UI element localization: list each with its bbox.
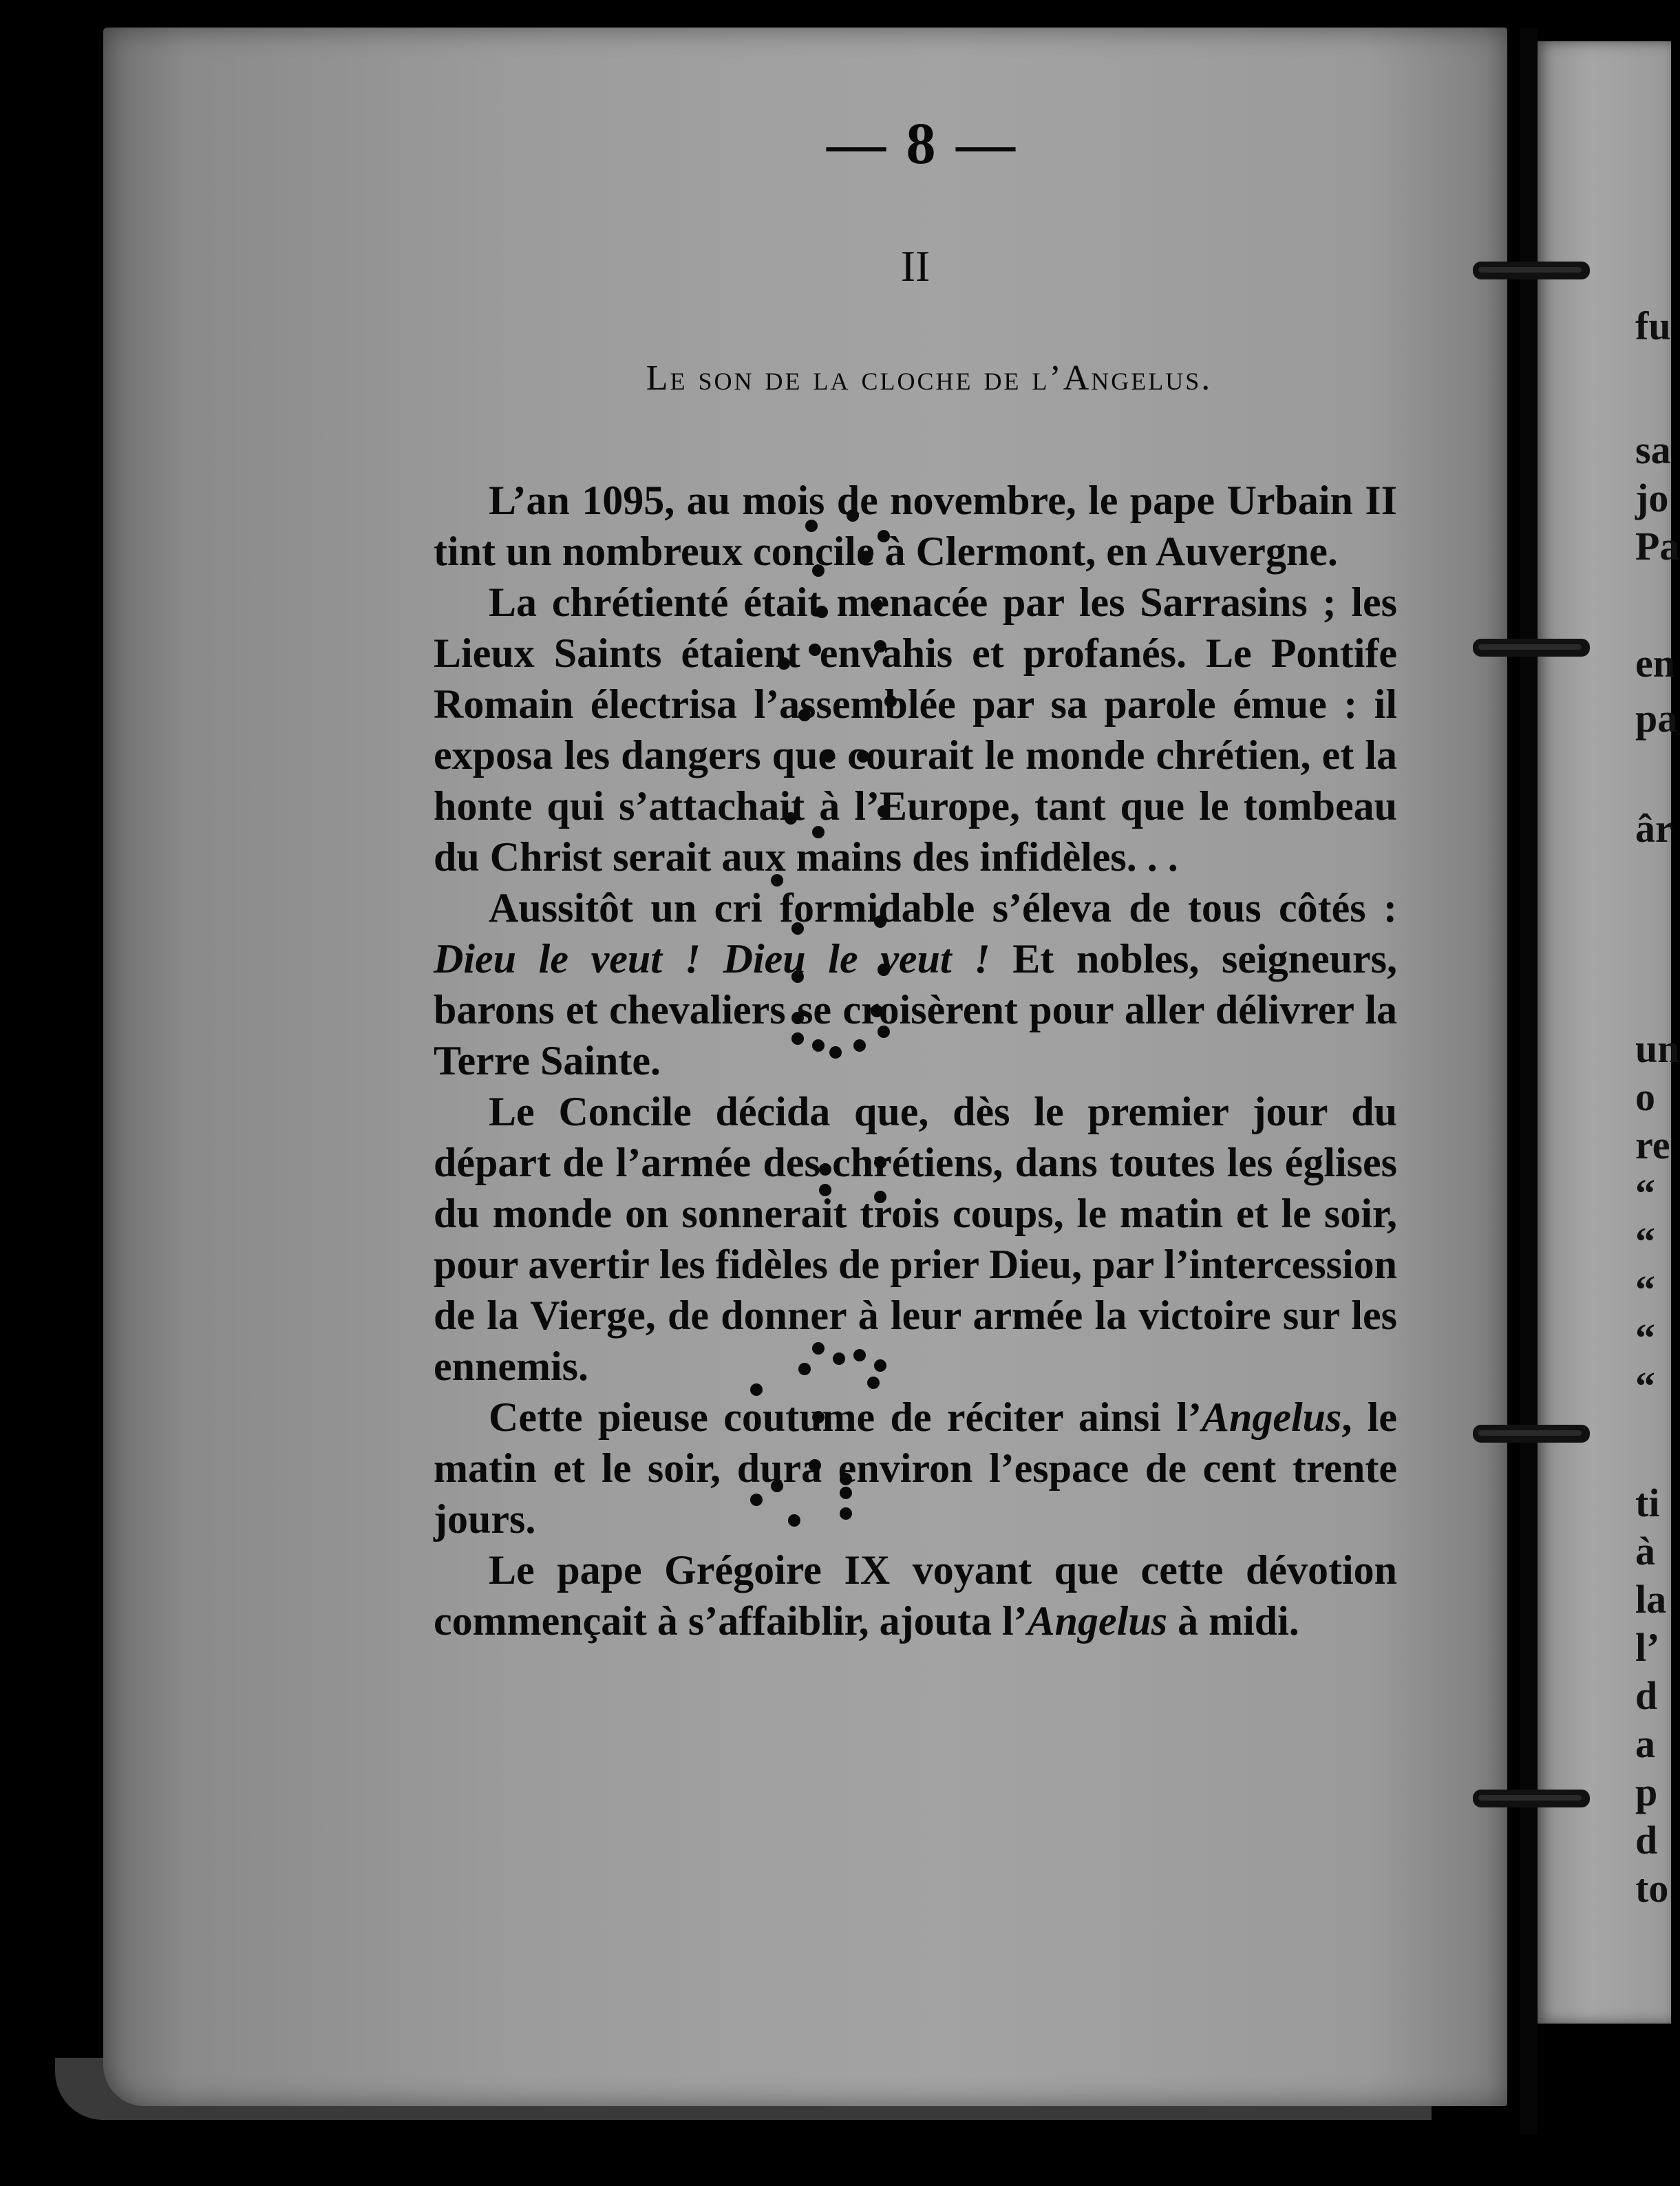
paragraph-4: Le Concile décida que, dès le premier jour du départ de l’armée des chrétiens, dans toutes les églises du monde on sonnerait trois coups, le matin et le soir, pour avertir les fidèles de prier Dieu, par l’intercession de la Vierge, de donner à leur armée la victoire sur les ennemis.: [434, 1089, 1397, 1389]
paragraph-5-text: Cette pieuse coutume de réciter ainsi l’: [489, 1394, 1202, 1440]
paragraph-5: [434, 1392, 1397, 1545]
facing-page-fragment: re: [1635, 1123, 1670, 1167]
chapter-number: II: [900, 242, 931, 290]
paragraph-5-italic: Angelus: [1201, 1394, 1342, 1440]
facing-page-fragment: to: [1635, 1866, 1669, 1911]
facing-page-fragment: “: [1635, 1171, 1655, 1216]
facing-page-fragment: p: [1635, 1770, 1658, 1814]
paragraph-3-text: Aussitôt un cri formidable s’éleva de tous côtés :: [489, 885, 1397, 931]
facing-page-fragment: d: [1635, 1673, 1658, 1718]
facing-page-fragment: la: [1635, 1577, 1667, 1622]
paragraph-6: [434, 1545, 1397, 1646]
facing-page-fragment: “: [1635, 1315, 1655, 1360]
facing-page-fragment: “: [1635, 1267, 1655, 1312]
binding-stitch: [1473, 1425, 1590, 1443]
paragraph-6-text-end: à midi.: [1167, 1598, 1299, 1644]
paragraph-6-text: Le pape Grégoire IX voyant que cette dévotion commençait à s’affaiblir, ajouta l’: [434, 1547, 1397, 1644]
body-text: [434, 475, 1397, 1646]
binding-stitch: [1473, 262, 1590, 279]
paragraph-6-italic: Angelus: [1027, 1598, 1168, 1644]
paragraph-3-text-end: Et nobles, seigneurs, barons et chevaliers se croisèrent pour aller délivrer la Terre Sainte.: [434, 936, 1398, 1083]
facing-page-fragment: d: [1635, 1818, 1658, 1863]
binding-thread: [1520, 28, 1538, 2134]
facing-page-fragment: “: [1635, 1219, 1655, 1264]
page-number: — 8 —: [827, 110, 1018, 176]
facing-page-fragment: âr: [1635, 806, 1673, 851]
facing-page-fragment: a: [1635, 1721, 1655, 1766]
chapter-title: Le son de la cloche de l’Angelus.: [646, 359, 1213, 398]
facing-page-fragment: o: [1635, 1074, 1655, 1119]
paragraph-3: [434, 882, 1397, 1086]
facing-page-fragment: ti: [1635, 1481, 1660, 1525]
binding-stitch: [1473, 1790, 1590, 1807]
paragraph-2: La chrétienté était menacée par les Sarrasins ; les Lieux Saints étaient envahis et profanés. Le Pontife Romain électrisa l’assemblée par sa parole émue : il exposa les dangers que courait le monde chrétien, et la honte qui s’attachait à l’Europe, tant que le tombeau du Christ serait aux mains des infidèles. . .: [434, 580, 1397, 880]
facing-page-fragment: fu: [1635, 304, 1671, 348]
facing-page-fragment: Pa: [1635, 524, 1680, 569]
facing-page-fragment: jo: [1635, 476, 1669, 520]
facing-page-fragment: sa: [1635, 427, 1671, 472]
paragraph-3-italic: Dieu le veut ! Dieu le veut !: [434, 936, 990, 981]
facing-page-fragment: un: [1635, 1026, 1680, 1071]
facing-page-fragment: en: [1635, 641, 1675, 686]
paragraph-1: L’an 1095, au mois de novembre, le pape Urbain II tint un nombreux concile à Clermont, en Auvergne.: [434, 478, 1397, 574]
facing-page-fragment: à: [1635, 1529, 1655, 1573]
binding-stitch: [1473, 639, 1590, 657]
facing-page-fragment: l’: [1635, 1625, 1660, 1670]
facing-page-fragment: pa: [1635, 696, 1678, 741]
paragraph-5-text-end: , le matin et le soir, dura environ l’espace de cent trente jours.: [434, 1394, 1397, 1542]
facing-page-fragment: “: [1635, 1363, 1655, 1408]
